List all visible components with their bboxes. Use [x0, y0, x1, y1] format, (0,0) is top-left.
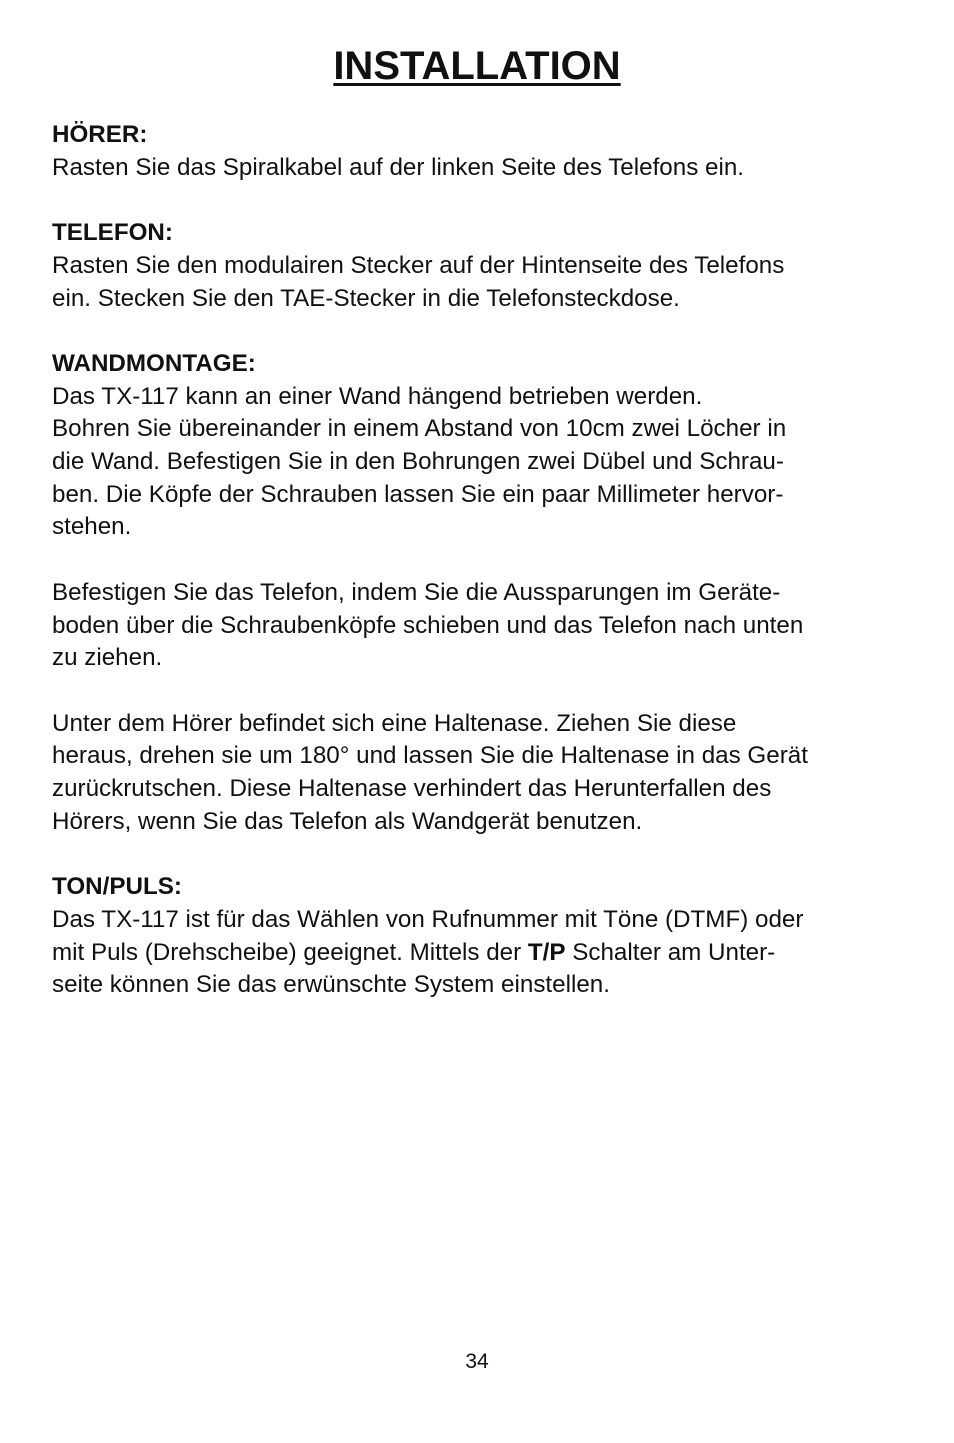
text-line: Befestigen Sie das Telefon, indem Sie die Aussparungen im Geräte- — [52, 578, 781, 606]
text-line: Das TX-117 kann an einer Wand hängend betrieben werden. — [52, 382, 703, 410]
section-wandmontage — [52, 348, 932, 839]
paragraph-gap — [52, 315, 932, 348]
text-line-with-bold — [52, 937, 932, 970]
section-heading-hoerer: HÖRER: — [52, 121, 148, 148]
page-title: INSTALLATION — [333, 44, 621, 88]
text-line: boden über die Schraubenköpfe schieben und das Telefon nach unten — [52, 611, 804, 639]
text-line: stehen. — [52, 513, 132, 541]
text-fragment: Schalter am Unter- — [565, 938, 776, 966]
text-line: Das TX-117 ist für das Wählen von Rufnummer mit Töne (DTMF) oder — [52, 905, 804, 933]
text-line: zurückrutschen. Diese Haltenase verhindert das Herunterfallen des — [52, 775, 772, 802]
text-line: Rasten Sie den modulairen Stecker auf der Hintenseite des Telefons — [52, 251, 785, 279]
paragraph-gap — [52, 838, 932, 871]
text-line: seite können Sie das erwünschte System einstellen. — [52, 971, 610, 999]
text-line: heraus, drehen sie um 180° und lassen Sie die Haltenase in das Gerät — [52, 742, 808, 770]
text-line: Unter dem Hörer befindet sich eine Haltenase. Ziehen Sie diese — [52, 709, 737, 737]
text-line: Bohren Sie übereinander in einem Abstand von 10cm zwei Löcher in — [52, 415, 787, 443]
page-number: 34 — [465, 1350, 489, 1373]
text-line: zu ziehen. — [52, 644, 163, 672]
section-heading-wandmontage: WANDMONTAGE: — [52, 349, 256, 377]
section-hoerer — [52, 119, 932, 184]
text-line: Rasten Sie das Spiralkabel auf der linken Seite des Telefons ein. — [52, 153, 745, 181]
text-line: ein. Stecken Sie den TAE-Stecker in die Telefonsteckdose. — [52, 284, 680, 312]
section-tonpuls — [52, 871, 932, 1002]
tp-switch-label: T/P — [527, 938, 566, 966]
section-heading-tonpuls: TON/PULS: — [52, 873, 182, 901]
document-body — [52, 119, 932, 1002]
text-line: ben. Die Köpfe der Schrauben lassen Sie ein paar Millimeter hervor- — [52, 480, 784, 508]
section-heading-telefon: TELEFON: — [52, 219, 173, 247]
section-telefon — [52, 217, 932, 315]
paragraph-gap — [52, 675, 932, 708]
paragraph-gap — [52, 544, 932, 577]
text-line: die Wand. Befestigen Sie in den Bohrungen zwei Dübel und Schrau- — [52, 448, 784, 475]
paragraph-gap — [52, 184, 932, 217]
text-line: Hörers, wenn Sie das Telefon als Wandgerät benutzen. — [52, 807, 643, 835]
text-fragment: mit Puls (Drehscheibe) geeignet. Mittels der — [52, 938, 528, 966]
